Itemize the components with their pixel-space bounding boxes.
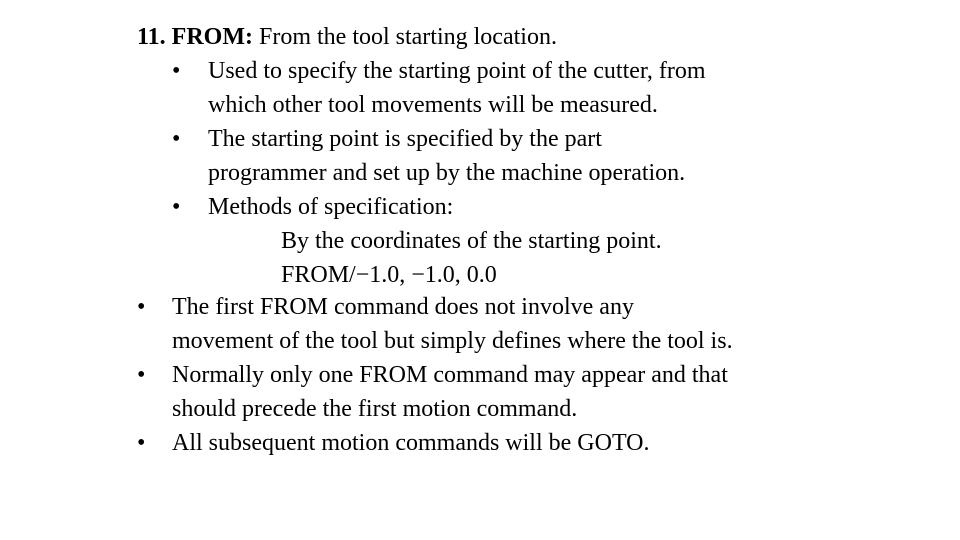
- sub-bullet-2-line-1: The starting point is specified by the part: [208, 126, 602, 152]
- heading-text: From the tool starting location.: [258, 24, 557, 50]
- bullet-icon: •: [172, 194, 181, 220]
- sub-bullet-1-line-1: Used to specify the starting point of the cutter, from: [208, 58, 706, 84]
- method-line-1: By the coordinates of the starting point.: [281, 228, 662, 254]
- main-bullet-2-line-1: Normally only one FROM command may appear and that: [172, 362, 728, 388]
- main-bullet-3-line-1: All subsequent motion commands will be GOTO.: [172, 430, 650, 456]
- sub-bullet-3-line-1: Methods of specification:: [208, 194, 454, 220]
- sub-bullet-2-line-2: programmer and set up by the machine operation.: [208, 160, 686, 186]
- bullet-icon: •: [137, 430, 146, 456]
- bullet-icon: •: [137, 294, 146, 320]
- heading-number-label: 11. FROM:: [137, 24, 253, 50]
- bullet-icon: •: [137, 362, 146, 388]
- bullet-icon: •: [172, 126, 181, 152]
- main-bullet-2-line-2: should precede the first motion command.: [172, 396, 578, 422]
- main-bullet-1-line-1: The first FROM command does not involve any: [172, 294, 634, 320]
- main-bullet-1-line-2: movement of the tool but simply defines where the tool is.: [172, 328, 733, 354]
- method-line-2: FROM/−1.0, −1.0, 0.0: [281, 262, 497, 288]
- sub-bullet-1-line-2: which other tool movements will be measured.: [208, 92, 658, 118]
- bullet-icon: •: [172, 58, 181, 84]
- section-heading: [137, 20, 557, 54]
